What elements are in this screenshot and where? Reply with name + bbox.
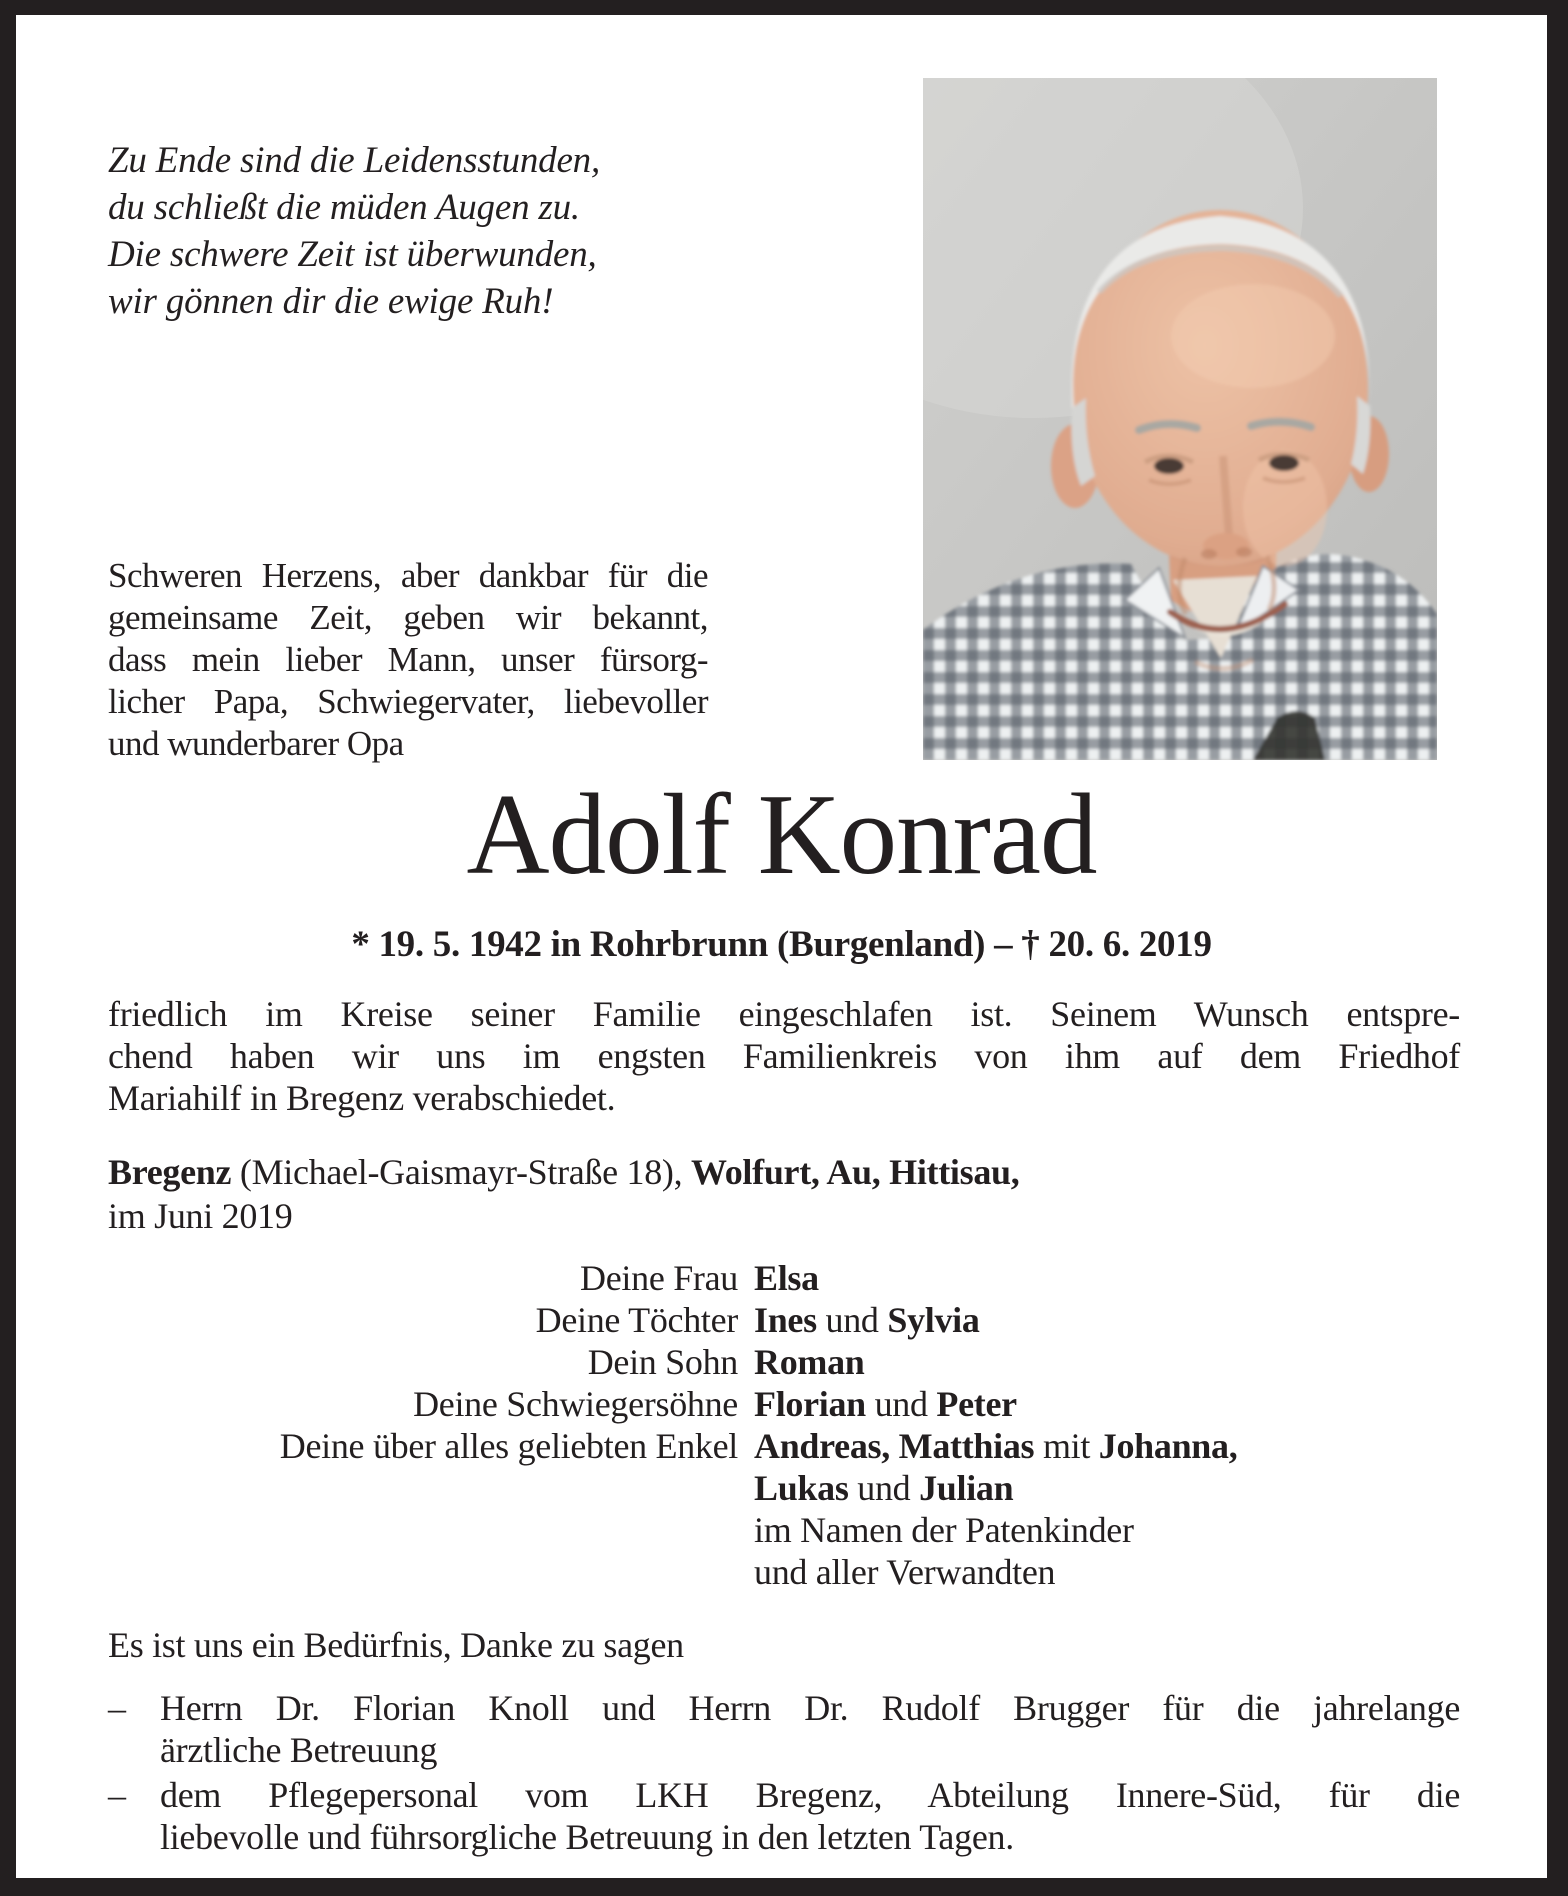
family-row	[108, 1467, 1460, 1509]
text-line: du schließt die müden Augen zu.	[108, 187, 580, 228]
text-line: gemeinsame Zeit, geben wir bekannt,	[108, 598, 708, 637]
family-row	[108, 1257, 1460, 1299]
thanks-list	[108, 1687, 1460, 1858]
text-line: dass mein lieber Mann, unser fürsorg-	[108, 640, 708, 679]
text-line: wir gönnen dir die ewige Ruh!	[108, 281, 554, 322]
thanks-item	[108, 1687, 1460, 1771]
announcement-intro	[108, 555, 708, 765]
text-segment: im Namen der Patenkinder	[754, 1510, 1134, 1550]
emphasized-name: Julian	[919, 1468, 1014, 1508]
family-row	[108, 1425, 1460, 1467]
emphasized-name: Bregenz	[108, 1152, 232, 1192]
family-relation-label: Deine über alles geliebten Enkel	[279, 1426, 738, 1466]
thanks-item-text	[160, 1774, 1460, 1858]
family-names	[754, 1257, 1460, 1299]
family-relation-label: Deine Frau	[580, 1258, 738, 1298]
text-line: Die schwere Zeit ist überwunden,	[108, 234, 597, 275]
family-names	[754, 1383, 1460, 1425]
family-relation-label: Deine Töchter	[535, 1300, 738, 1340]
family-names	[754, 1299, 1460, 1341]
emphasized-name: Roman	[754, 1342, 865, 1382]
text-line: dem Pflegepersonal vom LKH Bregenz, Abteilung Innere-Süd, für die	[160, 1775, 1460, 1815]
deceased-dates: * 19. 5. 1942 in Rohrbrunn (Burgenland) – † 20. 6. 2019	[351, 924, 1212, 965]
emphasized-name: Elsa	[754, 1258, 819, 1298]
family-row	[108, 1341, 1460, 1383]
family-names	[754, 1425, 1460, 1467]
emphasized-name: Sylvia	[887, 1300, 980, 1340]
family-row	[108, 1509, 1460, 1551]
text-line: friedlich im Kreise seiner Familie eingeschlafen ist. Seinem Wunsch entspre-	[108, 994, 1460, 1034]
deceased-name: Adolf Konrad	[466, 771, 1097, 898]
emphasized-name: Andreas, Matthias	[754, 1426, 1035, 1466]
memorial-poem	[108, 137, 600, 325]
text-segment: und	[865, 1384, 937, 1424]
emphasized-name: Peter	[936, 1384, 1017, 1424]
text-line: ärztliche Betreuung	[160, 1730, 438, 1770]
thanks-item	[108, 1774, 1460, 1858]
family-names	[754, 1341, 1460, 1383]
thanks-heading: Es ist uns ein Bedürfnis, Danke zu sagen	[108, 1625, 684, 1665]
family-relation-label	[108, 1509, 738, 1551]
text-line: Zu Ende sind die Leidensstunden,	[108, 140, 601, 181]
text-segment: und	[848, 1468, 920, 1508]
text-line: liebevolle und führsorgliche Betreuung in den letzten Tagen.	[160, 1817, 1014, 1857]
text-line: Schweren Herzens, aber dankbar für die	[108, 556, 708, 595]
family-relation-label	[108, 1467, 738, 1509]
text-line: Mariahilf in Bregenz verabschiedet.	[108, 1078, 616, 1118]
text-line: Herrn Dr. Florian Knoll und Herrn Dr. Rudolf Brugger für die jahrelange	[160, 1688, 1460, 1728]
emphasized-name: Florian	[754, 1384, 866, 1424]
family-row	[108, 1383, 1460, 1425]
thanks-item-text	[160, 1687, 1460, 1771]
emphasized-name: Lukas	[754, 1468, 849, 1508]
family-relation-label: Deine Schwiegersöhne	[413, 1384, 738, 1424]
list-dash: –	[108, 1688, 126, 1728]
text-segment: mit	[1034, 1426, 1099, 1466]
family-row	[108, 1551, 1460, 1593]
portrait-photo	[923, 78, 1437, 760]
text-segment: und	[816, 1300, 888, 1340]
emphasized-name: Johanna,	[1098, 1426, 1238, 1466]
emphasized-name: Ines	[754, 1300, 817, 1340]
text-segment: (Michael-Gaismayr-Straße 18),	[231, 1152, 692, 1192]
family-names	[754, 1509, 1460, 1551]
announcement-body	[108, 993, 1460, 1119]
family-relation-label: Dein Sohn	[587, 1342, 738, 1382]
text-line: licher Papa, Schwiegervater, liebevoller	[108, 682, 708, 721]
family-relation-label	[108, 1551, 738, 1593]
location-line	[108, 1150, 1460, 1194]
family-names	[754, 1467, 1460, 1509]
family-list	[108, 1257, 1460, 1593]
portrait-photo-image	[923, 78, 1437, 760]
emphasized-name: Wolfurt, Au, Hittisau,	[691, 1152, 1020, 1192]
text-segment: und aller Verwandten	[754, 1552, 1056, 1592]
text-line: chend haben wir uns im engsten Familienkreis von ihm auf dem Friedhof	[108, 1036, 1460, 1076]
list-dash: –	[108, 1775, 126, 1815]
text-line: und wunderbarer Opa	[108, 724, 404, 763]
location-date-block	[108, 1150, 1460, 1238]
family-row	[108, 1299, 1460, 1341]
family-names	[754, 1551, 1460, 1593]
date-line: im Juni 2019	[108, 1196, 293, 1236]
